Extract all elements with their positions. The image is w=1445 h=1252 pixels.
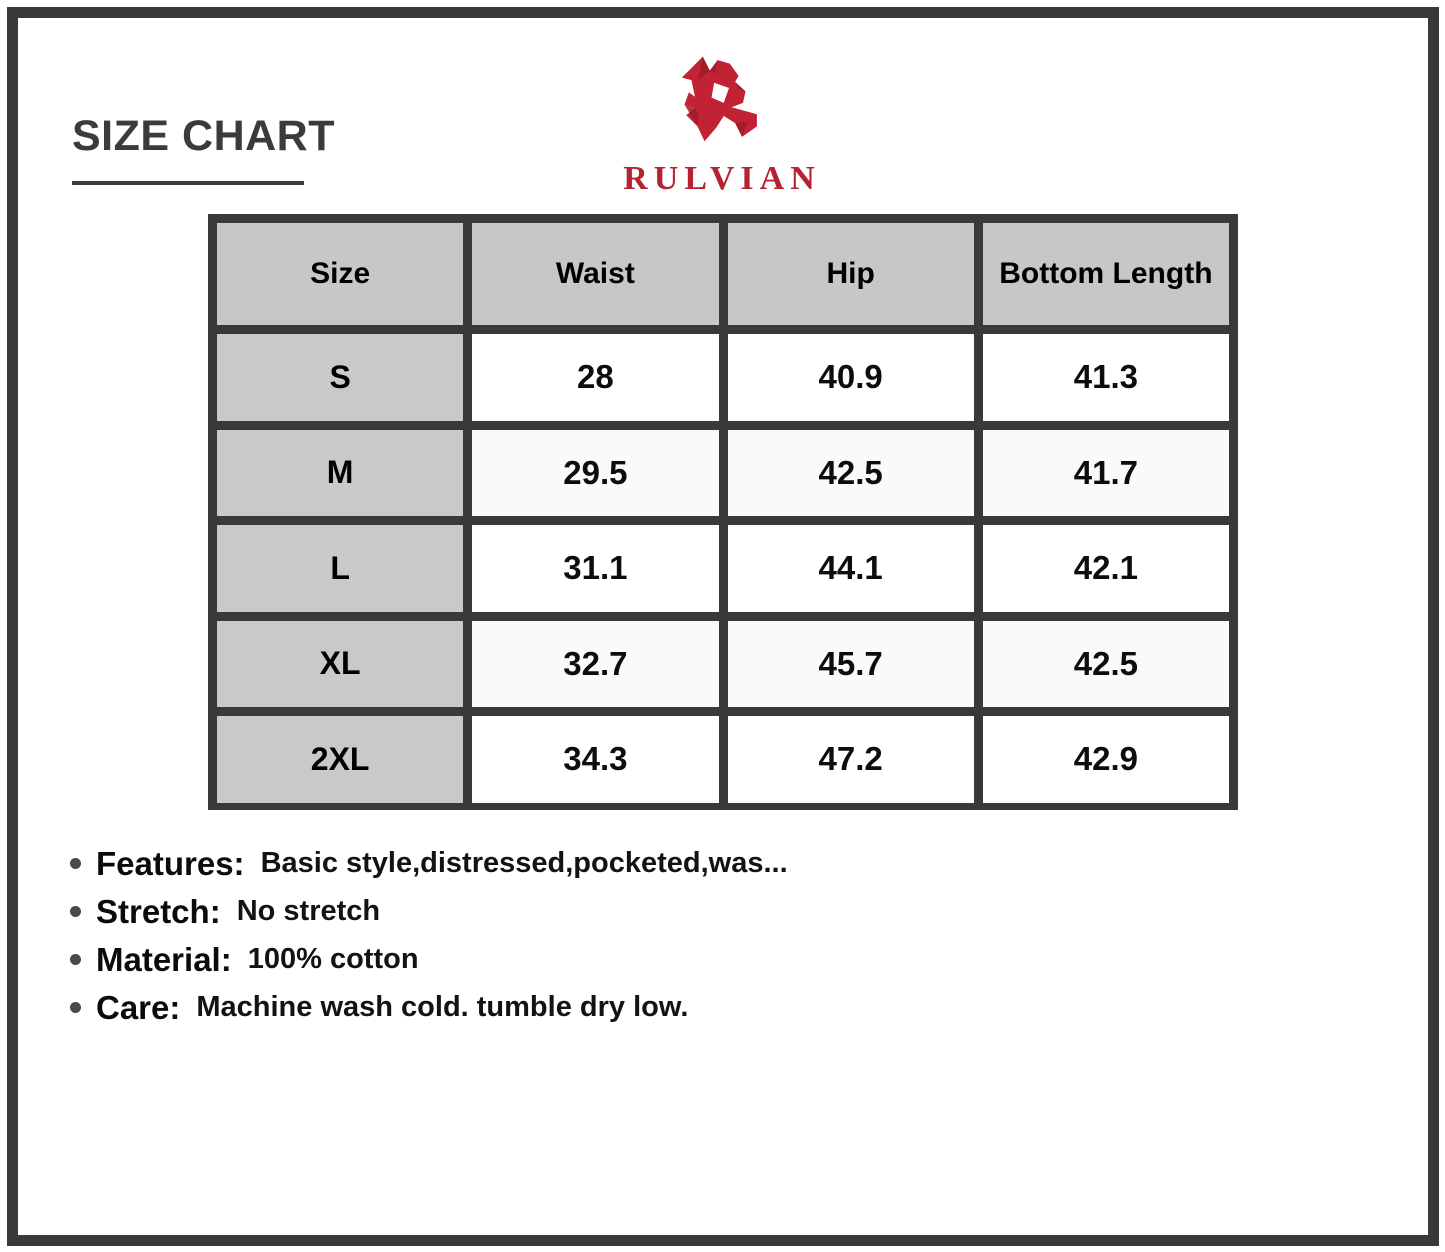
angular-r-monogram-icon: [674, 50, 770, 154]
detail-value: No stretch: [236, 895, 381, 927]
detail-label: Stretch:: [96, 892, 221, 930]
size-cell: S: [217, 334, 463, 421]
brand-wordmark: RULVIAN: [623, 160, 821, 197]
brand-logo: [597, 50, 847, 198]
column-header-size: Size: [217, 223, 463, 325]
hip-cell: 40.9: [728, 334, 974, 421]
bottom-length-cell: 41.3: [983, 334, 1229, 421]
bullet-icon: [70, 906, 81, 917]
bullet-icon: [70, 954, 81, 965]
product-details-list: [70, 846, 1370, 1038]
detail-item-material: [70, 942, 1370, 977]
hip-cell: 45.7: [728, 621, 974, 708]
hip-cell: 47.2: [728, 716, 974, 803]
bottom-length-cell: 42.1: [983, 525, 1229, 612]
waist-cell: 31.1: [472, 525, 718, 612]
waist-cell: 32.7: [472, 621, 718, 708]
bottom-length-cell: 41.7: [983, 430, 1229, 517]
hip-cell: 44.1: [728, 525, 974, 612]
column-header-bottom-length: Bottom Length: [983, 223, 1229, 325]
detail-item-features: [70, 846, 1370, 881]
bullet-icon: [70, 1002, 81, 1013]
detail-label: Material:: [96, 940, 232, 978]
detail-value: 100% cotton: [247, 943, 419, 975]
size-cell: XL: [217, 621, 463, 708]
waist-cell: 28: [472, 334, 718, 421]
detail-item-stretch: [70, 894, 1370, 929]
waist-cell: 34.3: [472, 716, 718, 803]
detail-value: Machine wash cold. tumble dry low.: [196, 991, 689, 1023]
size-cell: M: [217, 430, 463, 517]
bottom-length-cell: 42.5: [983, 621, 1229, 708]
detail-item-care: [70, 990, 1370, 1025]
page-title: SIZE CHART: [72, 112, 335, 160]
title-underline: [72, 181, 304, 185]
hip-cell: 42.5: [728, 430, 974, 517]
size-cell: L: [217, 525, 463, 612]
bullet-icon: [70, 858, 81, 869]
bottom-length-cell: 42.9: [983, 716, 1229, 803]
column-header-hip: Hip: [728, 223, 974, 325]
size-table: [208, 214, 1238, 810]
waist-cell: 29.5: [472, 430, 718, 517]
size-cell: 2XL: [217, 716, 463, 803]
detail-label: Care:: [96, 988, 181, 1026]
detail-value: Basic style,distressed,pocketed,was...: [260, 847, 788, 879]
detail-label: Features:: [96, 844, 245, 882]
column-header-waist: Waist: [472, 223, 718, 325]
